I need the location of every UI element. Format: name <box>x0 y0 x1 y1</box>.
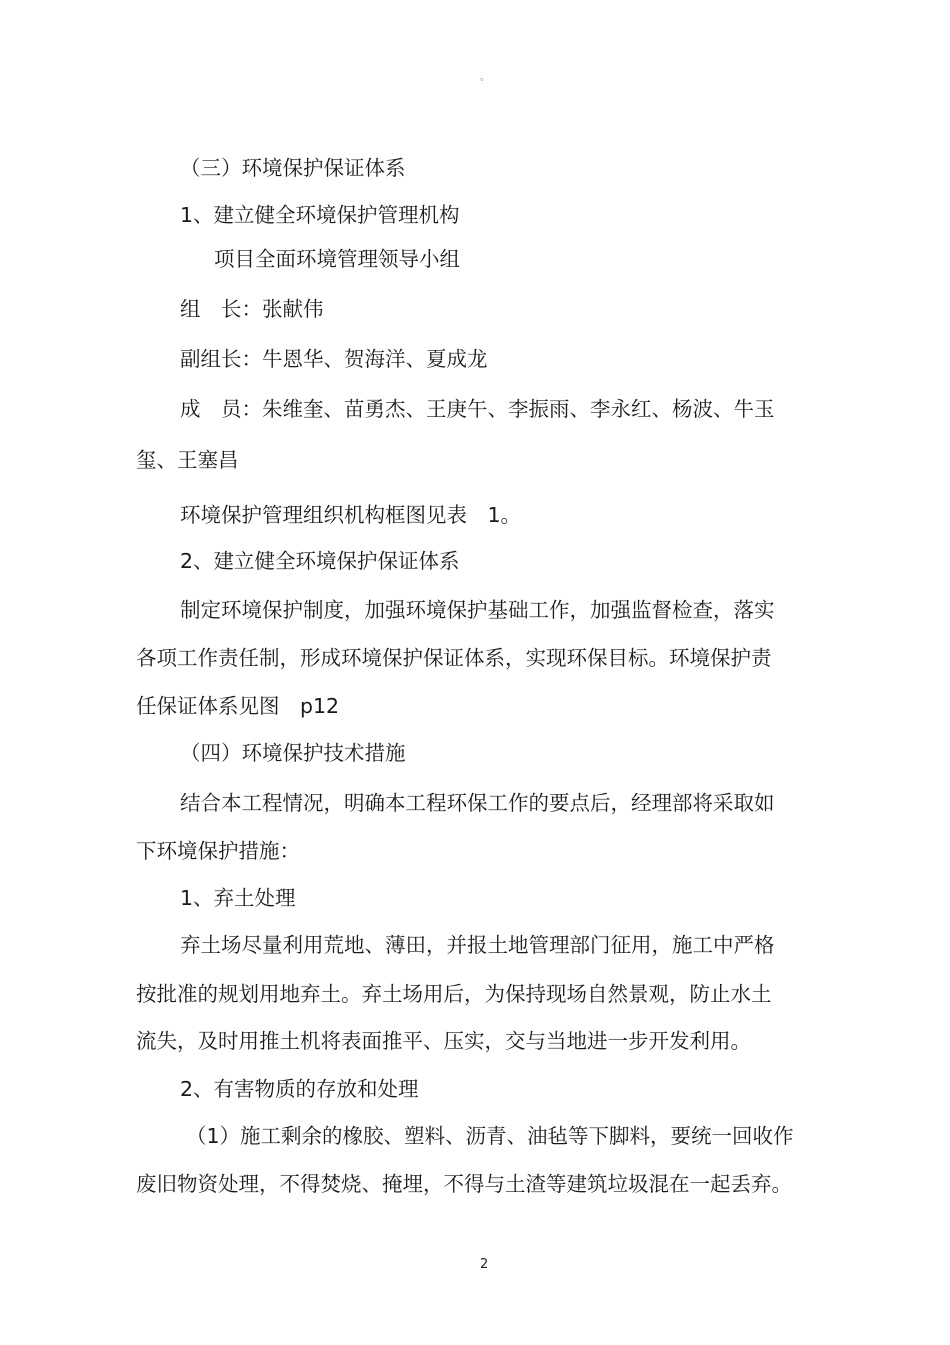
paragraph-line: 弃土场尽量利用荒地、薄田，并报土地管理部门征用，施工中严格 <box>180 933 775 957</box>
paragraph-line: 下环境保护措施： <box>136 839 300 863</box>
subheading-1-spoil: 1、弃土处理 <box>180 886 296 910</box>
subheading-2: 2、建立健全环境保护保证体系 <box>180 549 460 573</box>
section-heading-3: （三）环境保护保证体系 <box>180 156 406 180</box>
subheading-1: 1、建立健全环境保护管理机构 <box>180 203 460 227</box>
paragraph-line: 结合本工程情况，明确本工程环保工作的要点后，经理部将采取如 <box>180 791 775 815</box>
paragraph-line: （1）施工剩余的橡胶、塑料、沥青、油毡等下脚料，要统一回收作 <box>186 1124 794 1148</box>
paragraph-line: 按批准的规划用地弃土。弃土场用后，为保持现场自然景观，防止水土 <box>136 982 772 1006</box>
deputy-leader-line: 副组长：牛恩华、贺海洋、夏成龙 <box>180 347 488 371</box>
leader-line: 组 长：张献伟 <box>180 297 324 321</box>
section-heading-4: （四）环境保护技术措施 <box>180 741 406 765</box>
paragraph-line: 废旧物资处理，不得焚烧、掩埋，不得与土渣等建筑垃圾混在一起丢弃。 <box>136 1172 792 1196</box>
group-name: 项目全面环境管理领导小组 <box>214 247 460 271</box>
paragraph-line: 流失，及时用推土机将表面推平、压实，交与当地进一步开发利用。 <box>136 1029 751 1053</box>
members-line: 成 员：朱维奎、苗勇杰、王庚午、李振雨、李永红、杨波、牛玉 <box>180 397 775 421</box>
header-mark: 。 <box>480 72 490 83</box>
page-number: 2 <box>480 1257 489 1272</box>
members-line-cont: 玺、王塞昌 <box>136 448 239 472</box>
paragraph-line: 制定环境保护制度，加强环境保护基础工作，加强监督检查，落实 <box>180 598 775 622</box>
subheading-2-hazardous: 2、有害物质的存放和处理 <box>180 1077 419 1101</box>
paragraph-line: 各项工作责任制，形成环境保护保证体系，实现环保目标。环境保护责 <box>136 646 772 670</box>
paragraph-line: 任保证体系见图 p12 <box>136 694 340 718</box>
org-chart-reference: 环境保护管理组织机构框图见表 1。 <box>180 503 522 527</box>
